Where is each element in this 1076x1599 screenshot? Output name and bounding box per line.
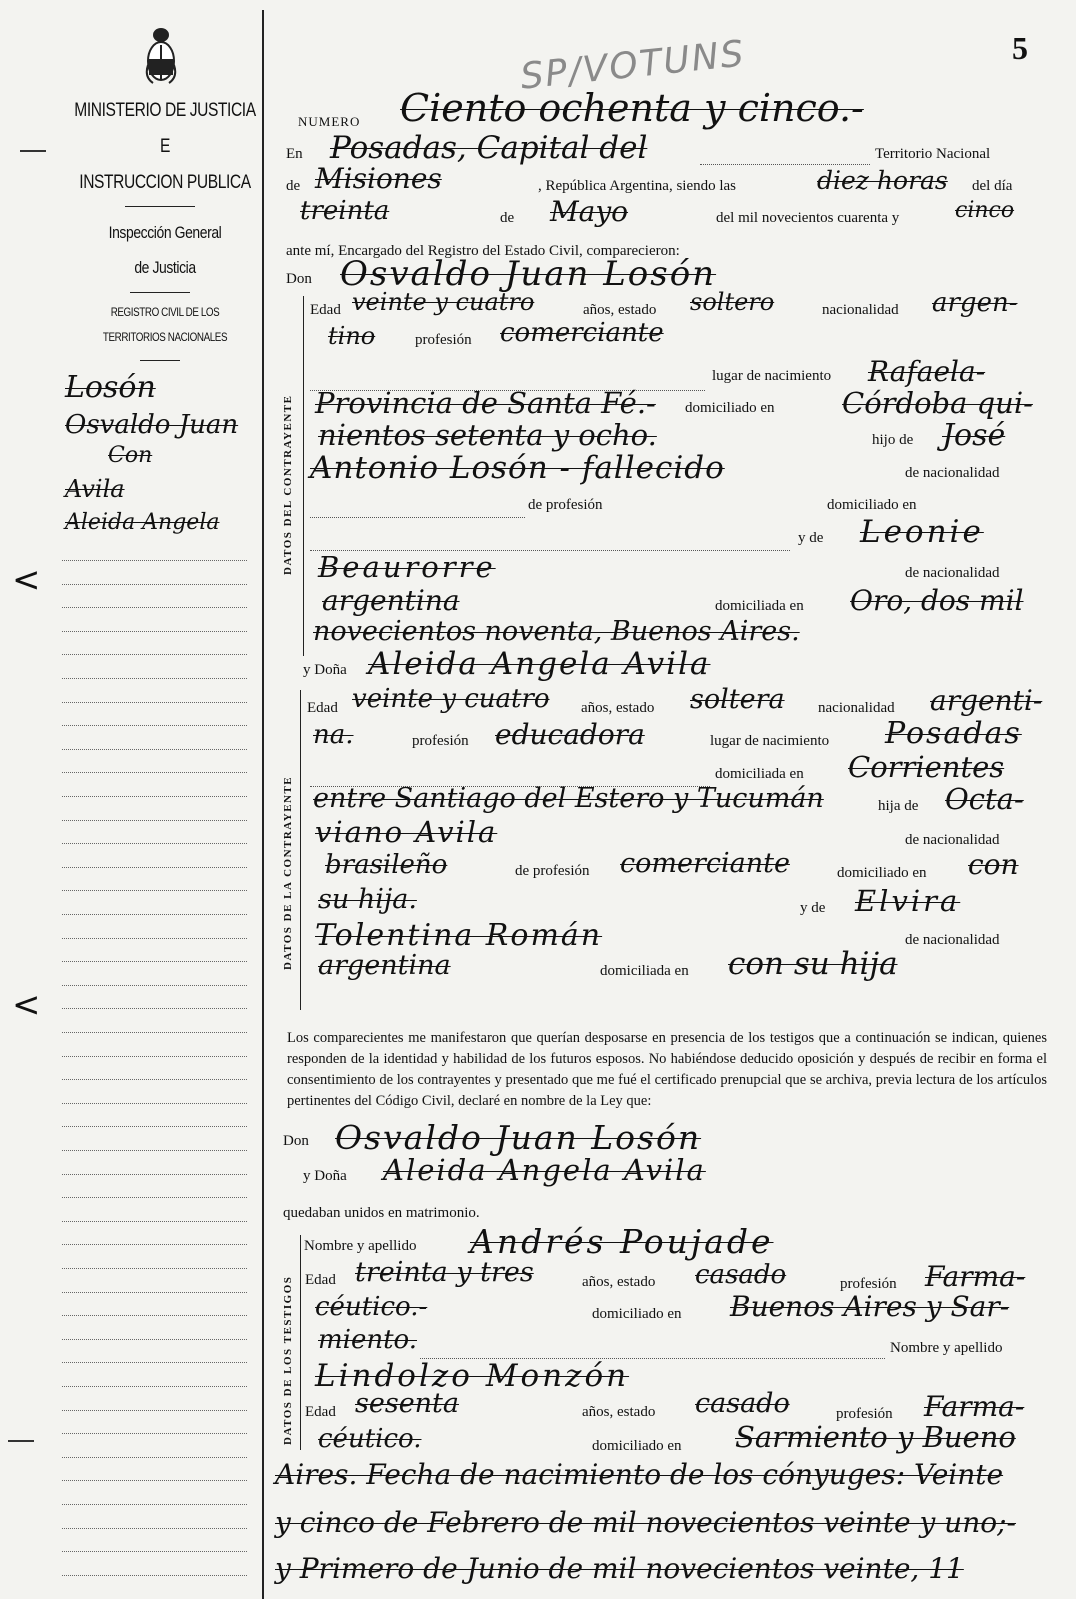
label-y-de-groom: y de <box>798 530 824 546</box>
label-dom-madre-bride: domiciliada en <box>600 963 689 979</box>
label-anos-t1: años, estado <box>582 1274 656 1290</box>
label-de: de <box>286 178 301 194</box>
ministry-line2: E <box>160 136 170 157</box>
label-edad-t2: Edad <box>305 1404 336 1420</box>
label-y-dona: y Doña <box>303 662 347 678</box>
label-nombre-t1: Nombre y apellido <box>304 1238 417 1254</box>
hand-dom-groom-b: nientos setenta y ocho. <box>318 418 657 452</box>
label-nac-madre-groom: de nacionalidad <box>905 565 1000 581</box>
hand-t1-edad: treinta y tres <box>355 1257 534 1288</box>
hand-t1-prof-b: céutico.- <box>315 1292 428 1322</box>
margin-annotation-surname: Losón <box>65 370 156 405</box>
ledger-line <box>62 772 247 773</box>
ledger-line <box>62 654 247 655</box>
hand-t2-prof-b: céutico. <box>318 1424 422 1454</box>
ledger-line <box>62 938 247 939</box>
ledger-line <box>62 607 247 608</box>
label-lugar-groom: lugar de nacimiento <box>712 368 832 384</box>
ledger-line <box>62 560 247 561</box>
coat-of-arms-icon <box>143 25 179 87</box>
ledger-line <box>62 1150 247 1151</box>
hand-t1-nombre: Andrés Poujade <box>470 1222 774 1261</box>
ledger-line <box>62 985 247 986</box>
ledger-line <box>62 678 247 679</box>
hand-padre-groom: José <box>942 418 1006 453</box>
ledger-line <box>62 1079 247 1080</box>
hand-en: Posadas, Capital del <box>330 130 648 166</box>
ledger-line <box>62 1103 247 1104</box>
label-anos-bride: años, estado <box>581 700 655 716</box>
side-label-witnesses: DATOS DE LOS TESTIGOS <box>282 1275 294 1445</box>
ledger-line <box>62 1315 247 1316</box>
label-republica: , República Argentina, siendo las <box>538 178 737 194</box>
dots-row1 <box>700 164 870 165</box>
label-prof-groom: profesión <box>415 332 472 348</box>
hand-dona: Aleida Angela Avila <box>368 646 711 682</box>
hand-madre-groom-nac: argentina <box>322 584 460 617</box>
ledger-line <box>62 631 247 632</box>
ledger-line <box>62 1362 247 1363</box>
section-rule-groom <box>303 296 304 656</box>
label-dom-bride: domiciliada en <box>715 766 804 782</box>
margin-annotation-con: Con <box>108 443 153 468</box>
margin-divider-3 <box>140 360 180 361</box>
hand-padre-bride-dom: con <box>968 848 1019 881</box>
margin-check-mark: < <box>12 560 41 600</box>
registro-line2: TERRITORIOS NACIONALES <box>102 330 228 344</box>
hand-final-line3: y Primero de Junio de mil novecientos veinte, 11 <box>275 1552 964 1585</box>
label-prof-t2: profesión <box>836 1406 893 1422</box>
hand-final-line1: Aires. Fecha de nacimiento de los cónyuges: Veinte <box>275 1458 1004 1491</box>
ledger-line <box>62 749 247 750</box>
stamp-text: SP/VOTUNS <box>518 33 748 98</box>
ministry-line3: INSTRUCCION PUBLICA <box>79 172 251 193</box>
hand-dom-bride-b: entre Santiago del Estero y Tucumán <box>313 783 824 814</box>
label-quedaban: quedaban unidos en matrimonio. <box>283 1205 480 1221</box>
hand-prof-bride: educadora <box>495 718 645 751</box>
hand-padre-bride-b: viano Avila <box>315 815 498 849</box>
ledger-line <box>62 1551 247 1552</box>
section-rule-bride <box>300 690 301 1010</box>
label-dom-t2: domiciliado en <box>592 1438 682 1454</box>
ledger-line <box>62 914 247 915</box>
hand-madre-groom-dom-b: novecientos noventa, Buenos Aires. <box>313 616 800 647</box>
label-prof-padre-groom: de profesión <box>528 497 603 513</box>
hand-t2-prof: Farma- <box>924 1390 1025 1423</box>
hand-padre-bride-dom-b: su hija. <box>318 884 417 915</box>
ledger-line <box>62 1008 247 1009</box>
registro-line1: REGISTRO CIVIL DE LOS <box>110 305 220 319</box>
label-hija-de: hija de <box>878 798 919 814</box>
label-en: En <box>286 146 303 162</box>
hand-anio: cinco <box>955 198 1015 223</box>
ledger-line <box>62 1386 247 1387</box>
label-nac-madre-bride: de nacionalidad <box>905 932 1000 948</box>
margin-annotation-name: Osvaldo Juan <box>65 410 239 440</box>
inspeccion-line1: Inspección General <box>108 223 222 242</box>
label-dom-madre-groom: domiciliada en <box>715 598 804 614</box>
page-number: 5 <box>1012 30 1028 66</box>
label-de2: de <box>500 210 515 226</box>
label-don-2: Don <box>283 1133 309 1149</box>
hand-nac-groom: argen- <box>932 288 1018 318</box>
side-label-bride: DATOS DE LA CONTRAYENTE <box>282 775 294 970</box>
ledger-line <box>62 1433 247 1434</box>
hand-madre-groom-b: Beaurorre <box>318 550 496 584</box>
hand-edad-bride: veinte y cuatro <box>352 684 550 714</box>
hand-prof-groom: comerciante <box>500 318 664 348</box>
hand-padre-bride-nac: brasileño <box>325 850 448 880</box>
label-edad-groom: Edad <box>310 302 341 318</box>
hand-madre-bride-b: Tolentina Román <box>315 918 603 953</box>
margin-divider <box>125 206 195 207</box>
margin-annotation-bride-surname: Avila <box>65 475 125 503</box>
hand-don: Osvaldo Juan Losón <box>340 254 717 294</box>
hand-nac-bride: argenti- <box>930 684 1043 717</box>
ledger-line <box>62 1575 247 1576</box>
label-lugar-bride: lugar de nacimiento <box>710 733 830 749</box>
dots-groom-padre <box>310 517 525 518</box>
label-nac-padre-groom: de nacionalidad <box>905 465 1000 481</box>
hand-padre-bride: Octa- <box>945 782 1024 816</box>
label-dom-t1: domiciliado en <box>592 1306 682 1322</box>
label-numero: NUMERO <box>298 114 361 129</box>
hand-madre-groom-dom: Oro, dos mil <box>850 584 1024 617</box>
label-nac-groom: nacionalidad <box>822 302 899 318</box>
hand-horas: diez horas <box>817 166 948 195</box>
ledger-line <box>62 890 247 891</box>
label-dom-groom: domiciliado en <box>685 400 775 416</box>
ledger-line <box>62 1221 247 1222</box>
label-prof-bride: profesión <box>412 733 469 749</box>
hand-don-2: Osvaldo Juan Losón <box>335 1118 702 1157</box>
ledger-line <box>62 1268 247 1269</box>
hand-madre-bride-dom: con su hija <box>728 946 898 982</box>
hand-dona-2: Aleida Angela Avila <box>383 1153 706 1187</box>
label-anos-groom: años, estado <box>583 302 657 318</box>
hand-dom-bride: Corrientes <box>848 750 1005 784</box>
ledger-line <box>62 961 247 962</box>
ledger-line <box>62 725 247 726</box>
ledger-line <box>62 1032 247 1033</box>
hand-numero: Ciento ochenta y cinco.- <box>400 86 864 130</box>
label-del-dia: del día <box>972 178 1013 194</box>
hand-padre-groom-b: Antonio Losón - fallecido <box>310 450 725 486</box>
inspeccion-line2: de Justicia <box>134 258 196 277</box>
hand-lugar-groom-b: Provincia de Santa Fé.- <box>315 386 656 420</box>
ledger-line <box>62 796 247 797</box>
hand-t2-nombre: Lindolzo Monzón <box>315 1358 630 1394</box>
margin-tick-mark-2 <box>8 1440 34 1442</box>
ledger-line <box>62 1457 247 1458</box>
ledger-line <box>62 1504 247 1505</box>
hand-t2-dom: Sarmiento y Bueno <box>735 1420 1016 1454</box>
ledger-line <box>62 1410 247 1411</box>
hand-t1-prof: Farma- <box>925 1260 1026 1293</box>
label-edad-t1: Edad <box>305 1272 336 1288</box>
label-y-de-bride: y de <box>800 900 826 916</box>
ledger-line <box>62 1480 247 1481</box>
label-ante-mi: ante mí, Encargado del Registro del Estado Civil, comparecieron: <box>286 243 680 259</box>
ledger-line <box>62 702 247 703</box>
ledger-line <box>62 1528 247 1529</box>
ledger-line <box>62 1339 247 1340</box>
margin-tick-mark <box>20 150 46 152</box>
hand-madre-groom: Leonie <box>860 514 984 550</box>
ledger-line <box>62 843 247 844</box>
ledger-line <box>62 1244 247 1245</box>
hand-mes: Mayo <box>550 195 629 228</box>
ledger-line <box>62 867 247 868</box>
hand-nac-groom-b: tino <box>328 322 376 350</box>
margin-rule <box>262 10 264 1599</box>
label-anos-t2: años, estado <box>582 1404 656 1420</box>
declaration-text: Los comparecientes me manifestaron que querían desposarse en presencia de los testigos que a continuación se indican, quienes responden de la identidad y habilidad de los futuros esposos. No habiéndose deducido oposición y después de recibir en forma el consentimiento de los contrayentes y presentado que me fué el certificado prenupcial que se archiva, previa lectura de los artículos pertinentes del Código Civil, declaré en nombre de la Ley que: <box>287 1030 1047 1109</box>
label-nac-bride: nacionalidad <box>818 700 895 716</box>
hand-dom-groom: Córdoba qui- <box>842 386 1033 420</box>
label-edad-bride: Edad <box>307 700 338 716</box>
hand-lugar-bride: Posadas <box>885 716 1022 751</box>
ministry-line1: MINISTERIO DE JUSTICIA <box>74 100 256 121</box>
label-nombre-t2: Nombre y apellido <box>890 1340 1003 1356</box>
label-dom-padre-groom: domiciliado en <box>827 497 917 513</box>
label-mil: del mil novecientos cuarenta y <box>716 210 900 226</box>
label-territorio: Territorio Nacional <box>875 146 991 162</box>
ledger-line <box>62 1292 247 1293</box>
hand-t1-dom: Buenos Aires y Sar- <box>730 1290 1010 1323</box>
hand-edad-groom: veinte y cuatro <box>352 288 535 316</box>
hand-padre-bride-prof: comerciante <box>620 848 790 879</box>
ledger-line <box>62 1197 247 1198</box>
side-label-groom: DATOS DEL CONTRAYENTE <box>282 394 294 575</box>
hand-dia: treinta <box>300 196 390 226</box>
hand-final-line2: y cinco de Febrero de mil novecientos veinte y uno;- <box>275 1506 1017 1539</box>
margin-check-mark-2: < <box>12 985 41 1025</box>
label-don: Don <box>286 271 312 287</box>
hand-lugar-groom: Rafaela- <box>868 355 986 388</box>
ledger-line <box>62 1056 247 1057</box>
label-y-dona-2: y Doña <box>303 1168 347 1184</box>
ledger-line <box>62 820 247 821</box>
ledger-line <box>62 1174 247 1175</box>
hand-t2-estado: casado <box>695 1388 790 1419</box>
ledger-line <box>62 1126 247 1127</box>
ledger-line <box>62 584 247 585</box>
hand-t1-dom-b: miento. <box>318 1325 418 1355</box>
hand-madre-bride-nac: argentina <box>318 950 451 981</box>
hand-de: Misiones <box>315 162 442 195</box>
label-dom-padre-bride: domiciliado en <box>837 865 927 881</box>
hand-t2-edad: sesenta <box>355 1388 460 1419</box>
hand-estado-groom: soltero <box>690 288 775 316</box>
hand-nac-bride-b: na. <box>313 720 354 750</box>
hand-estado-bride: soltera <box>690 684 785 715</box>
label-prof-padre-bride: de profesión <box>515 863 590 879</box>
margin-annotation-bride-name: Aleida Angela <box>65 510 220 535</box>
label-nac-padre-bride: de nacionalidad <box>905 832 1000 848</box>
label-prof-t1: profesión <box>840 1276 897 1292</box>
section-rule-witnesses <box>300 1235 301 1450</box>
hand-t1-estado: casado <box>695 1260 787 1290</box>
hand-madre-bride: Elvira <box>855 884 961 918</box>
label-hijo-de: hijo de <box>872 432 914 448</box>
margin-divider-2 <box>130 292 190 293</box>
